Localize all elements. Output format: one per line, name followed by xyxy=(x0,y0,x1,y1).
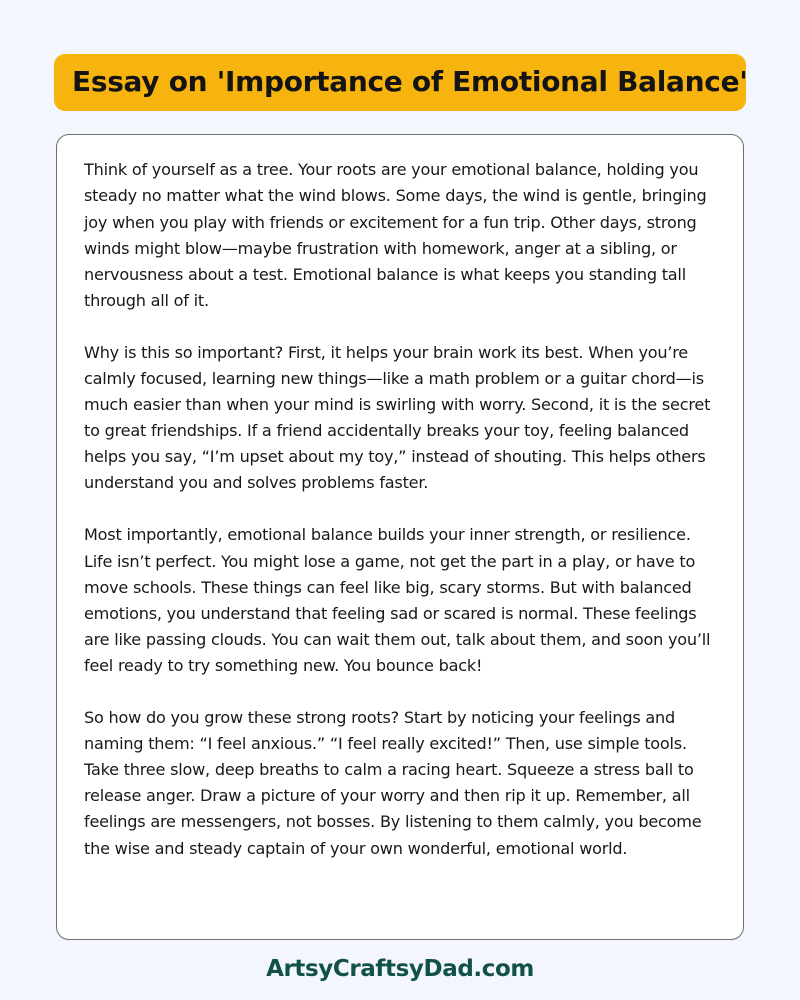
essay-paragraph: Think of yourself as a tree. Your roots are your emotional balance, holding you steady no matter what the wind blows. Some days, the wind is gentle, bringing joy when you play with friends or excitement for a fun trip. Other days, strong winds might blow—maybe frustration with homework, anger at a sibling, or nervousness about a test. Emotional balance is what keeps you standing tall through all of it. xyxy=(84,160,707,310)
essay-paragraph: So how do you grow these strong roots? Start by noticing your feelings and naming them: “I feel anxious.” “I feel really excited!” Then, use simple tools. Take three slow, deep breaths to calm a racing heart. Squeeze a stress ball to release anger. Draw a picture of your worry and then rip it up. Remember, all feelings are messengers, not bosses. By listening to them calmly, you become the wise and steady captain of your own wonderful, emotional world. xyxy=(84,708,702,858)
essay-card xyxy=(56,134,744,940)
site-branding: ArtsyCraftsyDad.com xyxy=(266,956,534,983)
essay-paragraph: Most importantly, emotional balance builds your inner strength, or resilience. Life isn’t perfect. You might lose a game, not get the part in a play, or have to move schools. These things can feel like big, scary storms. But with balanced emotions, you understand that feeling sad or scared is normal. These feelings are like passing clouds. You can wait them out, talk about them, and soon you’ll feel ready to try something new. You bounce back! xyxy=(84,525,711,675)
essay-paragraph: Why is this so important? First, it helps your brain work its best. When you’re calmly focused, learning new things—like a math problem or a guitar chord—is much easier than when your mind is swirling with worry. Second, it is the secret to great friendships. If a friend accidentally breaks your toy, feeling balanced helps you say, “I’m upset about my toy,” instead of shouting. This helps others understand you and solves problems faster. xyxy=(84,342,711,493)
title-banner xyxy=(54,54,746,111)
footer xyxy=(266,956,534,982)
page-title: Essay on 'Importance of Emotional Balance' xyxy=(72,65,748,98)
essay-body xyxy=(84,157,717,861)
